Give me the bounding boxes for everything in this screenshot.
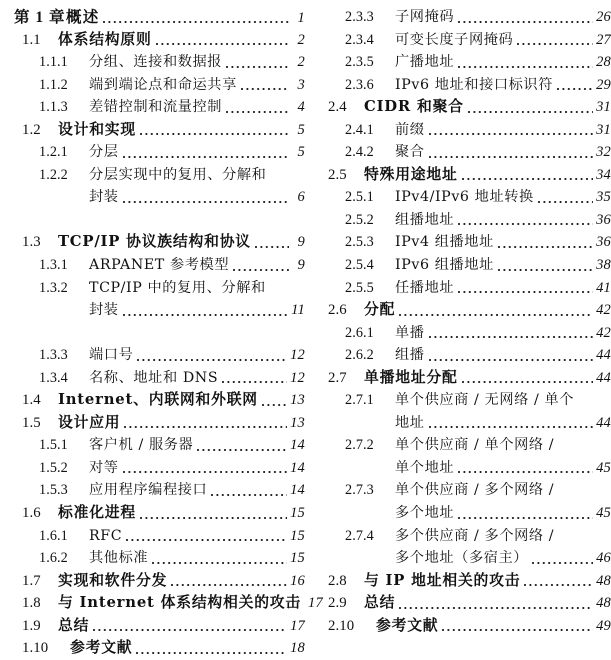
toc-entry-number: 1.2.1 bbox=[39, 144, 68, 161]
toc-entry-title: 单播地址分配 bbox=[364, 368, 458, 386]
toc-leader-dots bbox=[532, 547, 593, 570]
toc-entry-title: 参考文献 bbox=[376, 616, 439, 634]
toc-entry-number: 1.5 bbox=[22, 414, 41, 431]
toc-entry-title: 可变长度子网掩码 bbox=[395, 31, 514, 48]
toc-leader-dots bbox=[429, 322, 594, 345]
toc-entry[interactable] bbox=[14, 412, 305, 435]
toc-page-number: 13 bbox=[290, 414, 305, 431]
toc-page-number: 48 bbox=[596, 572, 611, 589]
toc-entry[interactable] bbox=[320, 344, 611, 367]
toc-entry[interactable] bbox=[14, 29, 305, 52]
toc-entry-title: IPv6 组播地址 bbox=[395, 257, 494, 274]
toc-page-number: 44 bbox=[596, 347, 611, 364]
toc-entry-number: 2.5.3 bbox=[345, 234, 374, 251]
toc-entry-number: 2.7.1 bbox=[345, 392, 374, 409]
toc-leader-dots bbox=[498, 231, 593, 254]
toc-page-number: 17 bbox=[308, 595, 323, 612]
toc-entry[interactable] bbox=[14, 389, 305, 412]
toc-entry-title: 应用程序编程接口 bbox=[89, 482, 208, 499]
toc-entry-title: 客户机 / 服务器 bbox=[89, 437, 194, 454]
toc-leader-dots bbox=[498, 254, 593, 277]
toc-entry-number: 1.5.1 bbox=[39, 437, 68, 454]
toc-page-number: 5 bbox=[297, 121, 305, 138]
toc-page-number: 11 bbox=[291, 302, 305, 319]
toc-entry[interactable] bbox=[320, 277, 611, 300]
toc-leader-dots bbox=[152, 547, 287, 570]
toc-entry[interactable] bbox=[14, 51, 305, 74]
toc-page-number: 41 bbox=[596, 279, 611, 296]
toc-page-number: 29 bbox=[596, 76, 611, 93]
toc-leader-dots bbox=[458, 277, 593, 300]
toc-page-number: 5 bbox=[297, 144, 305, 161]
toc-entry[interactable] bbox=[14, 141, 305, 164]
toc-entry-number: 2.10 bbox=[328, 617, 355, 634]
toc-page-number: 32 bbox=[596, 144, 611, 161]
toc-page-number: 17 bbox=[290, 617, 305, 634]
toc-entry[interactable] bbox=[320, 547, 611, 570]
toc-entry[interactable] bbox=[320, 322, 611, 345]
toc-entry-title: 与 IP 地址相关的攻击 bbox=[364, 571, 521, 589]
toc-leader-dots bbox=[93, 615, 287, 638]
toc-entry-number: 1.9 bbox=[22, 617, 41, 634]
toc-leader-dots bbox=[429, 344, 594, 367]
toc-entry-title: Internet、内联网和外联网 bbox=[58, 391, 258, 409]
toc-entry-number: 2.6 bbox=[328, 302, 347, 319]
toc-entry[interactable] bbox=[14, 231, 305, 254]
toc-entry-number: 2.5 bbox=[328, 166, 347, 183]
toc-entry-number: 1.3 bbox=[22, 234, 41, 251]
toc-entry[interactable] bbox=[320, 389, 611, 412]
toc-entry-title: 封装 bbox=[89, 302, 119, 319]
toc-entry-title: 多个地址（多宿主） bbox=[395, 550, 529, 567]
toc-entry[interactable] bbox=[320, 119, 611, 142]
toc-entry-number: 2.4.1 bbox=[345, 121, 374, 138]
toc-leader-dots bbox=[524, 570, 593, 593]
toc-entry-number: 1.7 bbox=[22, 572, 41, 589]
toc-entry[interactable] bbox=[320, 164, 611, 187]
toc-entry-list-chapter-1 bbox=[14, 6, 323, 660]
toc-page-number: 9 bbox=[297, 257, 305, 274]
toc-spacer bbox=[14, 209, 305, 232]
toc-leader-dots bbox=[156, 29, 289, 52]
toc-entry-title: IPv4/IPv6 地址转换 bbox=[395, 189, 534, 206]
toc-leader-dots bbox=[211, 479, 287, 502]
toc-page-number: 14 bbox=[290, 437, 305, 454]
toc-page-number: 4 bbox=[297, 99, 305, 116]
toc-leader-dots bbox=[270, 164, 289, 187]
toc-entry-title: 差错控制和流量控制 bbox=[89, 99, 223, 116]
toc-entry-title: IPv4 组播地址 bbox=[395, 234, 494, 251]
toc-leader-dots bbox=[140, 502, 287, 525]
toc-leader-dots bbox=[123, 457, 288, 480]
toc-leader-dots bbox=[557, 74, 593, 97]
toc-page-number: 15 bbox=[290, 550, 305, 567]
toc-entry[interactable] bbox=[14, 615, 305, 638]
toc-entry-title: ARPANET 参考模型 bbox=[89, 257, 230, 274]
toc-entry[interactable] bbox=[14, 277, 305, 300]
toc-entry-title: 组播 bbox=[395, 347, 425, 364]
toc-page-number: 3 bbox=[297, 76, 305, 93]
toc-leader-dots bbox=[458, 209, 593, 232]
toc-column-left bbox=[14, 0, 323, 657]
toc-entry-number: 2.6.2 bbox=[345, 347, 374, 364]
toc-page-number: 12 bbox=[290, 369, 305, 386]
toc-entry-number: 1.2.2 bbox=[39, 166, 68, 183]
toc-entry[interactable] bbox=[14, 592, 323, 615]
toc-entry-title: 单个供应商 / 无网络 / 单个 bbox=[395, 392, 575, 409]
toc-entry-number: 2.6.1 bbox=[345, 324, 374, 341]
toc-entry-title: 标准化进程 bbox=[58, 504, 136, 522]
toc-entry-number: 1.1 bbox=[22, 31, 41, 48]
toc-leader-dots bbox=[458, 502, 593, 525]
toc-page-number: 15 bbox=[290, 527, 305, 544]
toc-entry[interactable] bbox=[320, 434, 611, 457]
toc-leader-dots bbox=[136, 637, 287, 660]
toc-entry[interactable] bbox=[14, 637, 305, 660]
toc-entry-number: 2.7.3 bbox=[345, 482, 374, 499]
toc-page-number: 2 bbox=[297, 31, 305, 48]
toc-entry[interactable] bbox=[320, 592, 611, 615]
toc-leader-dots bbox=[442, 615, 593, 638]
toc-leader-dots bbox=[123, 141, 289, 164]
toc-leader-dots bbox=[171, 570, 287, 593]
toc-entry[interactable] bbox=[320, 367, 611, 390]
toc-leader-dots bbox=[140, 119, 289, 142]
toc-leader-dots bbox=[255, 231, 289, 254]
toc-page-number: 6 bbox=[297, 189, 305, 206]
toc-entry-title: 多个地址 bbox=[395, 505, 455, 522]
toc-entry[interactable] bbox=[320, 141, 611, 164]
toc-entry-title: 设计和实现 bbox=[58, 120, 136, 138]
toc-leader-dots bbox=[458, 457, 593, 480]
toc-entry-list-chapter-2 bbox=[320, 6, 611, 637]
toc-page-number: 1 bbox=[297, 10, 305, 26]
toc-entry-title: TCP/IP 中的复用、分解和 bbox=[89, 279, 266, 296]
toc-entry[interactable] bbox=[14, 344, 305, 367]
toc-entry[interactable] bbox=[14, 479, 305, 502]
toc-page-number: 28 bbox=[596, 54, 611, 71]
toc-entry-number: 1.3.3 bbox=[39, 347, 68, 364]
toc-column-right bbox=[320, 0, 611, 634]
toc-leader-dots bbox=[241, 74, 289, 97]
toc-entry-number: 第 1 章 bbox=[14, 9, 66, 26]
toc-page-number: 26 bbox=[596, 9, 611, 25]
toc-page-number: 45 bbox=[596, 459, 611, 476]
toc-entry-title: 分层实现中的复用、分解和 bbox=[89, 166, 267, 183]
toc-leader-dots bbox=[399, 299, 593, 322]
toc-page-number: 49 bbox=[596, 617, 611, 634]
toc-entry-number: 1.1.1 bbox=[39, 54, 68, 71]
toc-entry-number: 2.8 bbox=[328, 572, 347, 589]
toc-entry-title: 分层 bbox=[89, 144, 119, 161]
toc-entry-title: 任播地址 bbox=[395, 279, 455, 296]
toc-entry[interactable] bbox=[320, 209, 611, 232]
toc-entry-title: 特殊用途地址 bbox=[364, 165, 458, 183]
toc-entry-number: 1.6 bbox=[22, 505, 41, 522]
toc-entry[interactable] bbox=[14, 164, 305, 187]
toc-entry-number: 1.6.2 bbox=[39, 550, 68, 567]
toc-entry[interactable] bbox=[14, 186, 305, 209]
toc-entry-number: 2.3.4 bbox=[345, 31, 374, 48]
toc-spacer bbox=[14, 322, 305, 345]
toc-entry-number: 1.2 bbox=[22, 121, 41, 138]
toc-entry-number: 1.6.1 bbox=[39, 527, 68, 544]
toc-leader-dots bbox=[462, 164, 594, 187]
toc-page-number: 42 bbox=[596, 324, 611, 341]
toc-leader-dots bbox=[103, 6, 289, 29]
toc-page-number: 38 bbox=[596, 257, 611, 274]
toc-entry-number: 1.5.2 bbox=[39, 459, 68, 476]
toc-leader-dots bbox=[197, 434, 287, 457]
toc-entry[interactable] bbox=[14, 119, 305, 142]
toc-leader-dots bbox=[458, 6, 593, 29]
toc-leader-dots bbox=[558, 434, 595, 457]
toc-entry[interactable] bbox=[14, 570, 305, 593]
toc-entry-number: 1.1.2 bbox=[39, 76, 68, 93]
toc-page-number: 36 bbox=[596, 234, 611, 251]
toc-entry-number: 2.4.2 bbox=[345, 144, 374, 161]
toc-entry-title: 概述 bbox=[66, 7, 100, 26]
toc-page-number: 31 bbox=[596, 121, 611, 138]
toc-leader-dots bbox=[429, 141, 594, 164]
toc-entry-number: 2.5.1 bbox=[345, 189, 374, 206]
toc-page-number: 44 bbox=[596, 369, 611, 386]
toc-entry-title: 聚合 bbox=[395, 144, 425, 161]
toc-entry-title: 与 Internet 体系结构相关的攻击 bbox=[58, 594, 302, 612]
toc-entry[interactable] bbox=[320, 502, 611, 525]
toc-leader-dots bbox=[399, 592, 593, 615]
toc-leader-dots bbox=[429, 412, 594, 435]
toc-leader-dots bbox=[462, 367, 594, 390]
toc-entry-title: IPv6 地址和接口标识符 bbox=[395, 76, 554, 93]
toc-leader-dots bbox=[126, 525, 287, 548]
toc-entry-number: 2.7.2 bbox=[345, 437, 374, 454]
toc-entry-title: 对等 bbox=[89, 459, 119, 476]
toc-entry-number: 1.3.4 bbox=[39, 369, 68, 386]
toc-entry-title: 封装 bbox=[89, 189, 119, 206]
toc-page-number: 2 bbox=[297, 54, 305, 71]
toc-entry-title: 前缀 bbox=[395, 121, 425, 138]
toc-entry[interactable] bbox=[320, 74, 611, 97]
toc-entry[interactable] bbox=[320, 525, 611, 548]
toc-page-number: 44 bbox=[596, 414, 611, 431]
toc-page-number: 9 bbox=[297, 234, 305, 251]
toc-entry[interactable] bbox=[14, 6, 305, 29]
toc-page-number: 35 bbox=[596, 189, 611, 206]
toc-entry-title: TCP/IP 协议族结构和协议 bbox=[58, 233, 251, 251]
toc-entry[interactable] bbox=[320, 412, 611, 435]
toc-entry-title: 端口号 bbox=[89, 347, 134, 364]
toc-page-number: 46 bbox=[596, 550, 611, 567]
toc-entry[interactable] bbox=[320, 457, 611, 480]
toc-entry[interactable] bbox=[14, 547, 305, 570]
toc-entry[interactable] bbox=[320, 254, 611, 277]
toc-entry-number: 1.10 bbox=[22, 640, 49, 657]
toc-entry[interactable] bbox=[320, 51, 611, 74]
toc-page-number: 15 bbox=[290, 505, 305, 522]
toc-entry[interactable] bbox=[320, 29, 611, 52]
toc-entry[interactable] bbox=[14, 367, 305, 390]
toc-page-number: 16 bbox=[290, 572, 305, 589]
toc-entry-title: 端到端论点和命运共享 bbox=[89, 76, 237, 93]
toc-entry[interactable] bbox=[14, 434, 305, 457]
toc-page-number: 14 bbox=[290, 459, 305, 476]
toc-entry-number: 2.3.6 bbox=[345, 76, 374, 93]
toc-entry-number: 2.7.4 bbox=[345, 527, 374, 544]
toc-entry-number: 1.1.3 bbox=[39, 99, 68, 116]
toc-leader-dots bbox=[429, 119, 594, 142]
toc-entry-title: 体系结构原则 bbox=[58, 30, 152, 48]
toc-page-number: 34 bbox=[596, 166, 611, 183]
toc-entry-number: 2.5.4 bbox=[345, 257, 374, 274]
toc-entry-title: 总结 bbox=[58, 616, 90, 634]
toc-entry-number: 1.8 bbox=[22, 595, 41, 612]
toc-entry-title: 参考文献 bbox=[70, 639, 133, 657]
toc-page-number: 13 bbox=[290, 392, 305, 409]
toc-entry[interactable] bbox=[14, 74, 305, 97]
toc-leader-dots bbox=[558, 525, 595, 548]
toc-entry-number: 1.3.2 bbox=[39, 279, 68, 296]
toc-entry[interactable] bbox=[320, 570, 611, 593]
toc-entry-title: 单播 bbox=[395, 324, 425, 341]
toc-leader-dots bbox=[270, 277, 289, 300]
toc-page-number: 45 bbox=[596, 505, 611, 522]
toc-page-number: 48 bbox=[596, 595, 611, 612]
toc-entry[interactable] bbox=[14, 457, 305, 480]
toc-entry-title: 分配 bbox=[364, 301, 396, 319]
toc-leader-dots bbox=[123, 299, 289, 322]
toc-page-number: 14 bbox=[290, 482, 305, 499]
toc-entry-title: 地址 bbox=[395, 414, 425, 431]
toc-entry-title: 多个供应商 / 多个网络 / bbox=[395, 527, 555, 544]
toc-leader-dots bbox=[123, 186, 289, 209]
toc-entry-number: 2.3.5 bbox=[345, 54, 374, 71]
toc-page-number: 42 bbox=[596, 302, 611, 319]
toc-leader-dots bbox=[468, 96, 593, 119]
toc-entry[interactable] bbox=[320, 186, 611, 209]
toc-entry-title: 分组、连接和数据报 bbox=[89, 54, 223, 71]
toc-entry-number: 2.4 bbox=[328, 99, 347, 116]
toc-leader-dots bbox=[262, 389, 287, 412]
toc-leader-dots bbox=[226, 96, 289, 119]
toc-entry-title: 其他标准 bbox=[89, 550, 149, 567]
toc-entry-number: 2.9 bbox=[328, 595, 347, 612]
toc-entry-title: 总结 bbox=[364, 594, 396, 612]
toc-entry-number: 2.5.5 bbox=[345, 279, 374, 296]
toc-entry-title: 名称、地址和 DNS bbox=[89, 369, 219, 386]
toc-leader-dots bbox=[222, 367, 287, 390]
toc-leader-dots bbox=[517, 29, 593, 52]
toc-leader-dots bbox=[226, 51, 289, 74]
toc-entry[interactable] bbox=[14, 502, 305, 525]
toc-entry-title: 单个供应商 / 多个网络 / bbox=[395, 482, 555, 499]
toc-entry[interactable] bbox=[320, 299, 611, 322]
toc-page-number: 18 bbox=[290, 640, 305, 657]
toc-entry-number: 2.7 bbox=[328, 369, 347, 386]
toc-entry[interactable] bbox=[320, 479, 611, 502]
toc-entry-number: 2.3.3 bbox=[345, 9, 374, 25]
toc-entry-title: RFC bbox=[89, 527, 123, 544]
toc-leader-dots bbox=[137, 344, 287, 367]
toc-entry[interactable] bbox=[14, 96, 305, 119]
toc-entry-title: 组播地址 bbox=[395, 211, 455, 228]
toc-entry[interactable] bbox=[320, 96, 611, 119]
toc-entry-number: 2.5.2 bbox=[345, 211, 374, 228]
toc-entry-title: 实现和软件分发 bbox=[58, 571, 168, 589]
toc-entry-number: 1.3.1 bbox=[39, 257, 68, 274]
toc-entry-title: 单个地址 bbox=[395, 459, 455, 476]
toc-leader-dots bbox=[538, 186, 593, 209]
toc-entry-title: 子网掩码 bbox=[395, 9, 455, 25]
toc-entry[interactable] bbox=[320, 615, 611, 638]
toc-entry-number: 1.4 bbox=[22, 392, 41, 409]
toc-entry[interactable] bbox=[14, 254, 305, 277]
toc-leader-dots bbox=[578, 389, 595, 412]
toc-entry-title: CIDR 和聚合 bbox=[364, 98, 464, 116]
toc-page-number: 27 bbox=[596, 31, 611, 48]
toc-entry[interactable] bbox=[14, 299, 305, 322]
toc-leader-dots bbox=[458, 51, 593, 74]
toc-entry[interactable] bbox=[14, 525, 305, 548]
toc-leader-dots bbox=[233, 254, 289, 277]
toc-page-number: 36 bbox=[596, 211, 611, 228]
toc-entry[interactable] bbox=[320, 231, 611, 254]
toc-page-number: 12 bbox=[290, 347, 305, 364]
toc-entry-title: 设计应用 bbox=[58, 413, 121, 431]
toc-entry-title: 广播地址 bbox=[395, 54, 455, 71]
toc-leader-dots bbox=[124, 412, 287, 435]
toc-page-number: 31 bbox=[596, 99, 611, 116]
toc-entry[interactable] bbox=[320, 6, 611, 29]
toc-entry-title: 单个供应商 / 单个网络 / bbox=[395, 437, 555, 454]
toc-leader-dots bbox=[558, 479, 595, 502]
toc-entry-number: 1.5.3 bbox=[39, 482, 68, 499]
